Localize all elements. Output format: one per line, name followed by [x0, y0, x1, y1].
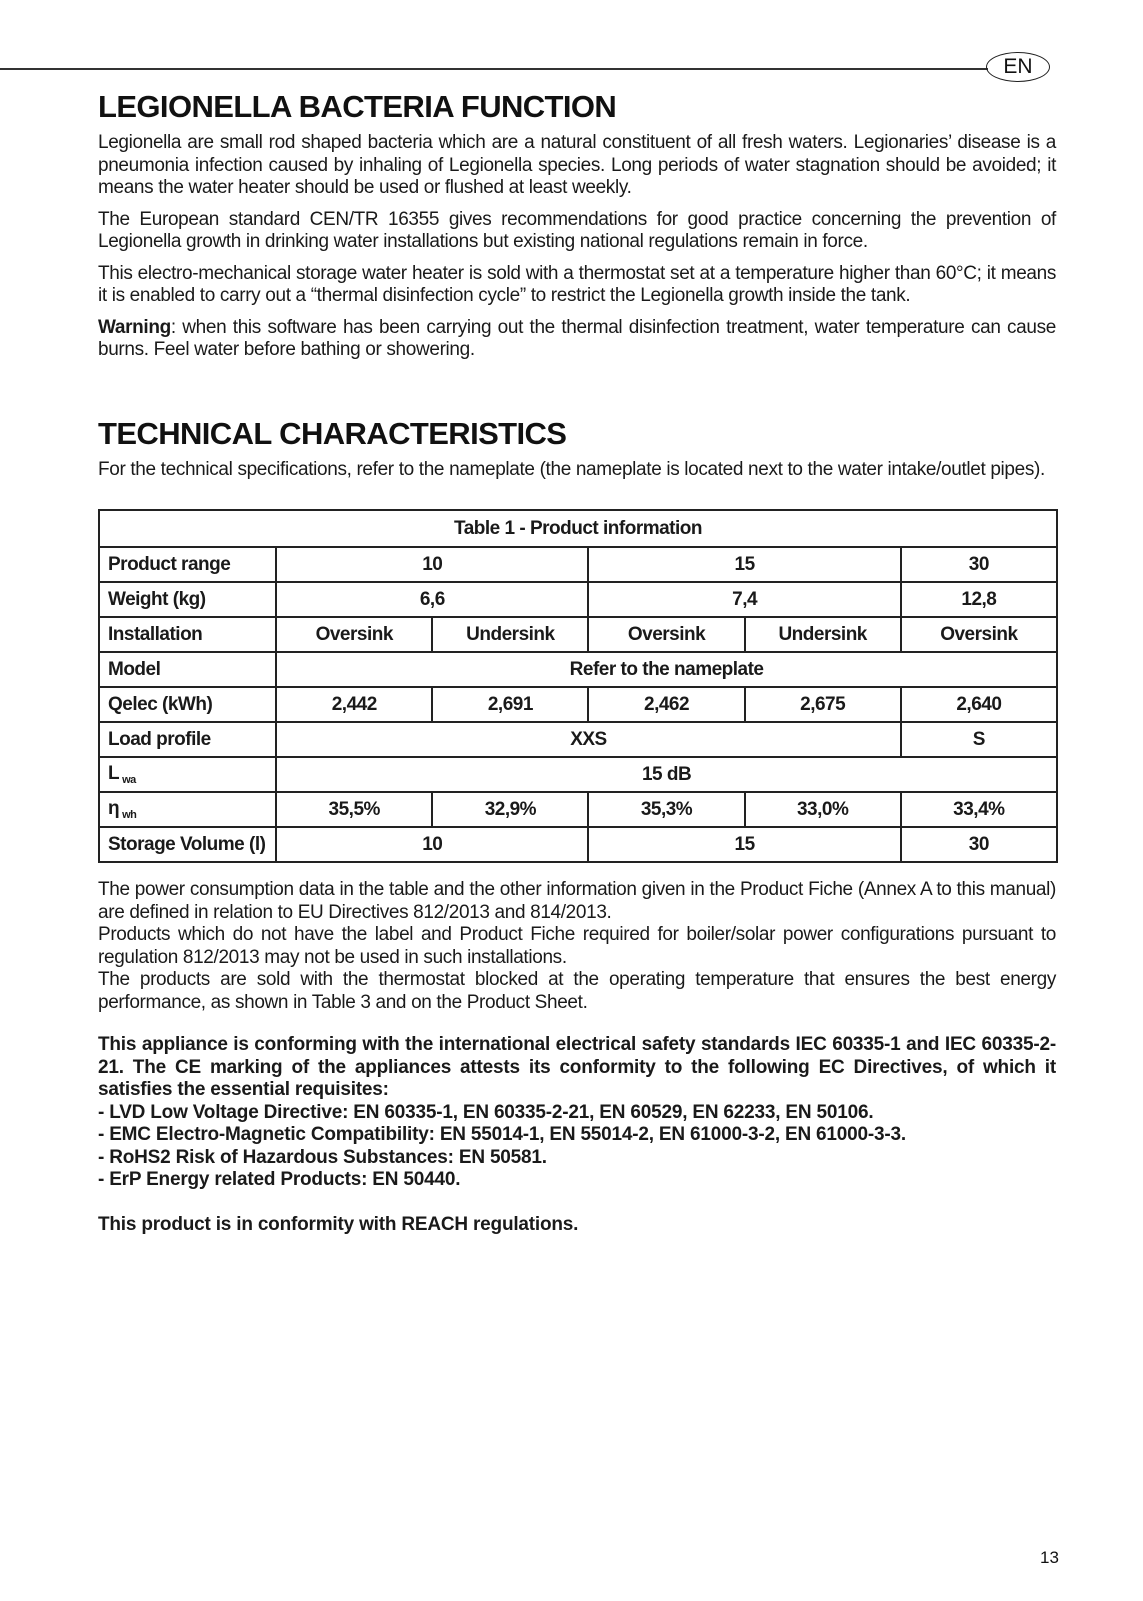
eta-label-sub: wh [122, 809, 137, 821]
model-cell: Refer to the nameplate [276, 652, 1057, 687]
conformity-block [98, 1034, 1056, 1236]
installation-cell: Undersink [432, 617, 588, 652]
table-caption: Table 1 - Product information [99, 510, 1057, 547]
load-profile-cell: S [901, 722, 1057, 757]
lwa-label-sub: wa [122, 774, 136, 786]
warning-label: Warning [98, 316, 171, 338]
qelec-cell: 2,675 [745, 687, 901, 722]
page-number: 13 [1040, 1548, 1059, 1567]
conformity-emc: - EMC Electro-Magnetic Compatibility: EN 55014-1, EN 55014-2, EN 61000-3-2, EN 61000-3-3. [98, 1124, 906, 1145]
installation-cell: Oversink [588, 617, 744, 652]
qelec-cell: 2,442 [276, 687, 432, 722]
load-profile-cell: XXS [276, 722, 901, 757]
conformity-erp: - ErP Energy related Products: EN 50440. [98, 1169, 461, 1190]
header-rule [0, 68, 988, 70]
row-label-weight: Weight (kg) [99, 582, 276, 617]
table-row [99, 722, 1057, 757]
legionella-paragraph-2: The European standard CEN/TR 16355 gives recommendations for good practice concerning the prevention of Legionella growth in drinking water installations but existing national regulations remain in force. [98, 208, 1056, 252]
table-row [99, 827, 1057, 862]
eta-cell: 35,3% [588, 792, 744, 827]
storage-cell: 15 [588, 827, 900, 862]
language-badge: EN [986, 52, 1050, 82]
storage-cell: 10 [276, 827, 588, 862]
row-label-storage: Storage Volume (l) [99, 827, 276, 862]
eta-label-main: η [108, 798, 120, 819]
legionella-paragraph-1: Legionella are small rod shaped bacteria which are a natural constituent of all fresh waters. Legionaries’ disease is a pneumonia infection caused by inhaling of Legionella species. Long periods of water stagnation should be avoided; it means the water heater should be used or flushed at least weekly. [98, 132, 1056, 198]
eta-cell: 32,9% [432, 792, 588, 827]
note-3: The products are sold with the thermostat blocked at the operating temperature that ensures the best energy performance, as shown in Table 3 and on the Product Sheet. [98, 969, 1056, 1013]
technical-title: TECHNICAL CHARACTERISTICS [98, 415, 567, 451]
storage-cell: 30 [901, 827, 1057, 862]
installation-cell: Undersink [745, 617, 901, 652]
table-row [99, 547, 1057, 582]
row-label-product-range: Product range [99, 547, 276, 582]
technical-intro: For the technical specifications, refer to the nameplate (the nameplate is located next to the water intake/outlet pipes). [98, 458, 1045, 480]
legionella-title: LEGIONELLA BACTERIA FUNCTION [98, 89, 617, 124]
row-label-model: Model [99, 652, 276, 687]
weight-cell: 12,8 [901, 582, 1057, 617]
eta-cell: 35,5% [276, 792, 432, 827]
row-label-eta [99, 792, 276, 827]
row-label-load-profile: Load profile [99, 722, 276, 757]
conformity-lvd: - LVD Low Voltage Directive: EN 60335-1, EN 60335-2-21, EN 60529, EN 62233, EN 50106. [98, 1101, 874, 1123]
qelec-cell: 2,691 [432, 687, 588, 722]
qelec-cell: 2,462 [588, 687, 744, 722]
table-row [99, 687, 1057, 722]
qelec-cell: 2,640 [901, 687, 1057, 722]
lwa-cell: 15 dB [276, 757, 1057, 792]
table-row [99, 617, 1057, 652]
legionella-warning [98, 317, 1056, 362]
page-content [98, 88, 1056, 1236]
product-range-cell: 30 [901, 547, 1057, 582]
note-1: The power consumption data in the table and the other information given in the Product Fiche (Annex A to this manual) are defined in relation to EU Directives 812/2013 and 814/2013. [98, 879, 1056, 923]
notes-block [98, 879, 1056, 1014]
lwa-label-main: L [108, 763, 120, 784]
table-caption-row [99, 510, 1057, 547]
note-2: Products which do not have the label and Product Fiche required for boiler/solar power configurations pursuant to regulation 812/2013 may not be used in such installations. [98, 924, 1056, 968]
eta-cell: 33,4% [901, 792, 1057, 827]
weight-cell: 6,6 [276, 582, 588, 617]
product-range-cell: 10 [276, 547, 588, 582]
warning-text: : when this software has been carrying out the thermal disinfection treatment, water temperature can cause burns. Feel water before bathing or showering. [98, 316, 1056, 360]
row-label-lwa [99, 757, 276, 792]
product-info-table [98, 509, 1058, 863]
table-row [99, 582, 1057, 617]
row-label-installation: Installation [99, 617, 276, 652]
table-row [99, 652, 1057, 687]
conformity-intro: This appliance is conforming with the international electrical safety standards IEC 60335-1 and IEC 60335-2-21. The CE marking of the appliances attests its conformity to the following EC Directives, of which it satisfies the essential requisites: [98, 1034, 1056, 1100]
conformity-rohs: - RoHS2 Risk of Hazardous Substances: EN 50581. [98, 1146, 547, 1168]
row-label-qelec: Qelec (kWh) [99, 687, 276, 722]
table-row [99, 792, 1057, 827]
conformity-reach: This product is in conformity with REACH regulations. [98, 1213, 579, 1235]
product-range-cell: 15 [588, 547, 900, 582]
eta-cell: 33,0% [745, 792, 901, 827]
installation-cell: Oversink [276, 617, 432, 652]
installation-cell: Oversink [901, 617, 1057, 652]
legionella-paragraph-3: This electro-mechanical storage water heater is sold with a thermostat set at a temperature higher than 60°C; it means it is enabled to carry out a “thermal disinfection cycle” to restrict the Legionella growth inside the tank. [98, 262, 1056, 306]
weight-cell: 7,4 [588, 582, 900, 617]
table-row [99, 757, 1057, 792]
